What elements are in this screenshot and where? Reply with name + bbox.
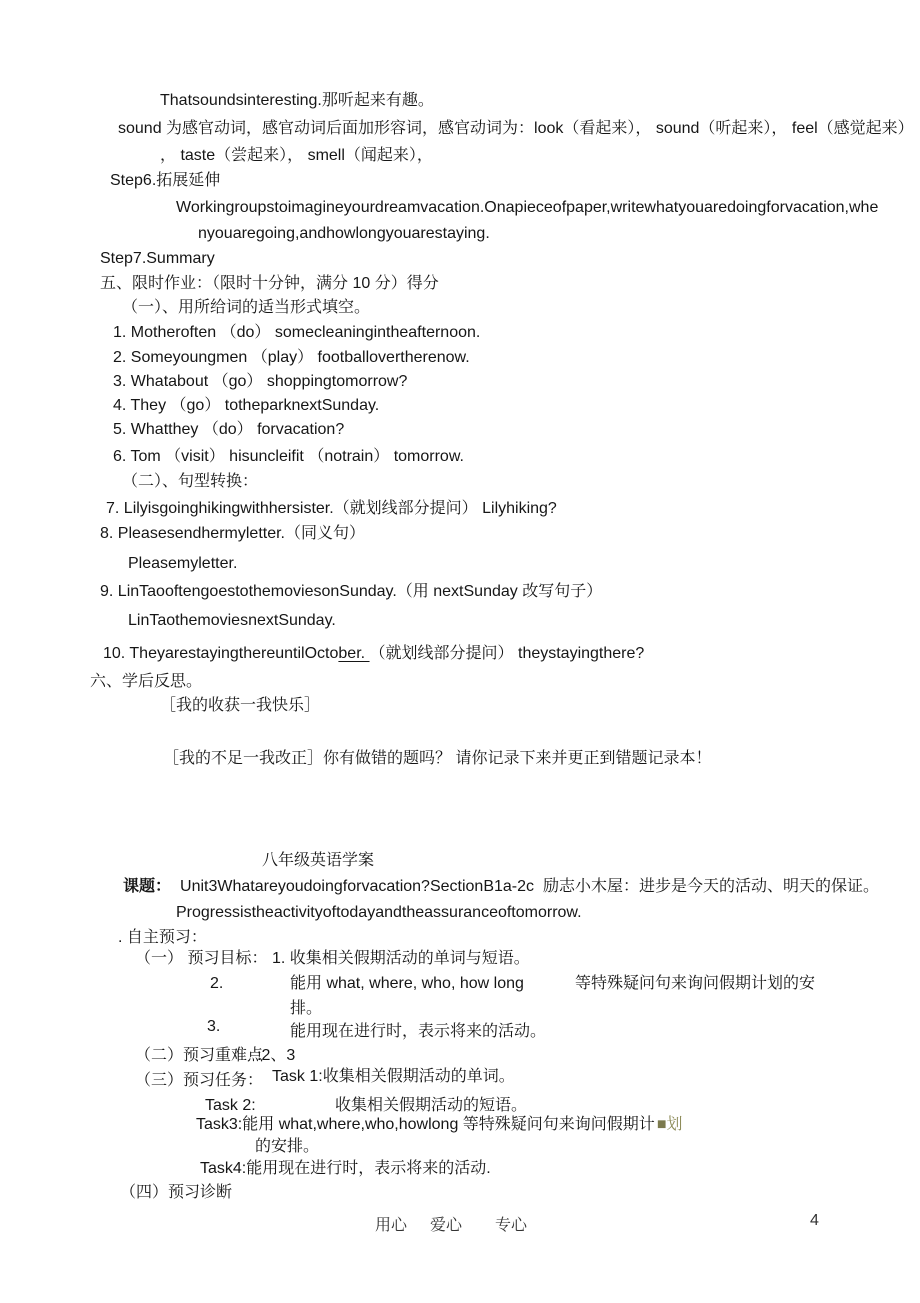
lesson2-header: 八年级英语学案: [262, 852, 375, 869]
step6-heading: Step6.拓展延伸: [110, 172, 221, 189]
question-10: [103, 643, 644, 665]
goal-3-number: 3.: [207, 1018, 221, 1035]
preview-goals-label: （一） 预习目标：: [135, 950, 268, 967]
reflection-improve: ［我的不足一我改正］你有做错的题吗？ 请你记录下来并更正到错题记录本！: [163, 750, 712, 767]
question-2: 2. Someyoungmen （play） footballovertherenow.: [113, 349, 470, 366]
homework-heading: 五、限时作业：（限时十分钟，满分 10 分）得分: [100, 275, 439, 292]
footer-motto-3: 专心: [495, 1217, 528, 1234]
homework-part1-title: （一）、用所给词的适当形式填空。: [122, 299, 371, 316]
page-number: 4: [810, 1212, 819, 1229]
topic-label: 课题：: [123, 878, 172, 895]
task-3-text: Task3:能用 what,where,who,howlong 等特殊疑问句来询问假期计: [196, 1116, 655, 1133]
topic-motto: 励志小木屋：进步是今天的活动、明天的保证。: [543, 878, 880, 895]
reflection-gain: ［我的收获一我快乐］: [160, 697, 321, 714]
question-8-answer: Pleasemyletter.: [128, 555, 238, 572]
sound-grammar-note-2: ， taste（尝起来）， smell（闻起来），: [160, 147, 433, 164]
question-9-answer: LinTaothemoviesnextSunday.: [128, 612, 336, 629]
task-1: Task 1:收集相关假期活动的单词。: [272, 1068, 515, 1085]
preview-tasks-label: （三）预习任务：: [135, 1072, 264, 1089]
preview-diagnosis-label: （四）预习诊断: [120, 1184, 233, 1201]
goal-2-number: 2.: [210, 975, 224, 992]
question-7: 7. Lilyisgoinghikingwithhersister.（就划线部分提问） Lilyhiking?: [106, 500, 557, 517]
q10-text-before: 10. TheyarestayingthereuntilOcto: [103, 645, 339, 662]
q10-text-after: （就划线部分提问） theystayingthere?: [369, 645, 645, 662]
task-3: [196, 1114, 683, 1136]
self-study-heading: . 自主预习：: [118, 929, 207, 946]
question-1: 1. Motheroften （do） somecleaningintheafternoon.: [113, 324, 481, 341]
question-3: 3. Whatabout （go） shoppingtomorrow?: [113, 373, 408, 390]
question-5: 5. Whatthey （do） forvacation?: [113, 421, 345, 438]
topic-line: [123, 876, 879, 898]
question-9: 9. LinTaooftengoestothemoviesonSunday.（用 nextSunday 改写句子）: [100, 583, 603, 600]
step6-task-line2: nyouaregoing,andhowlongyouarestaying.: [198, 225, 490, 242]
goal-1: 1. 收集相关假期活动的单词与短语。: [272, 950, 530, 967]
q10-underlined-part: ber.: [338, 645, 370, 662]
goal-2-wrap: 排。: [290, 1000, 323, 1017]
step6-task-line1: Workingroupstoimagineyourdreamvacation.Onapieceofpaper,writewhatyouaredoingforvacation,whe: [176, 199, 879, 216]
goal-3-text: 能用现在进行时，表示将来的活动。: [290, 1023, 547, 1040]
task-3-wrap: 的安排。: [255, 1138, 320, 1155]
key-points-value: :2、3: [257, 1047, 296, 1064]
question-4: 4. They （go） totheparknextSunday.: [113, 397, 380, 414]
question-8: 8. Pleasesendhermyletter.（同义句）: [100, 525, 365, 542]
sound-grammar-note: sound 为感官动词，感官动词后面加形容词，感官动词为：look（看起来）， sound（听起来）， feel（感觉起来）: [118, 120, 914, 137]
key-points-label: （二）预习重难点: [135, 1047, 264, 1064]
task-2-label: Task 2:: [205, 1097, 256, 1114]
task-4: Task4:能用现在进行时，表示将来的活动.: [200, 1160, 491, 1177]
homework-part2-title: （二）、句型转换：: [122, 473, 259, 490]
question-6: 6. Tom （visit） hisuncleifit （notrain） tomorrow.: [113, 448, 464, 465]
goal-2-english: 能用 what, where, who, how long: [290, 975, 524, 992]
highlight-square-icon: ■: [656, 1116, 667, 1133]
goal-2-chinese: 等特殊疑问句来询问假期计划的安: [575, 975, 816, 992]
reflection-heading: 六、学后反思。: [90, 673, 203, 690]
step7-heading: Step7.Summary: [100, 250, 215, 267]
footer-motto-2: 爱心: [430, 1217, 463, 1234]
sentence-that-sounds: Thatsoundsinteresting.那听起来有趣。: [160, 92, 434, 109]
task-3-highlighted-char: 划: [666, 1116, 683, 1133]
topic-english: Unit3Whatareyoudoingforvacation?SectionB1a-2c: [180, 878, 535, 895]
task-2-text: 收集相关假期活动的短语。: [335, 1097, 528, 1114]
topic-motto-english: Progressistheactivityoftodayandtheassuranceoftomorrow.: [176, 904, 582, 921]
footer-motto-1: 用心: [375, 1217, 408, 1234]
